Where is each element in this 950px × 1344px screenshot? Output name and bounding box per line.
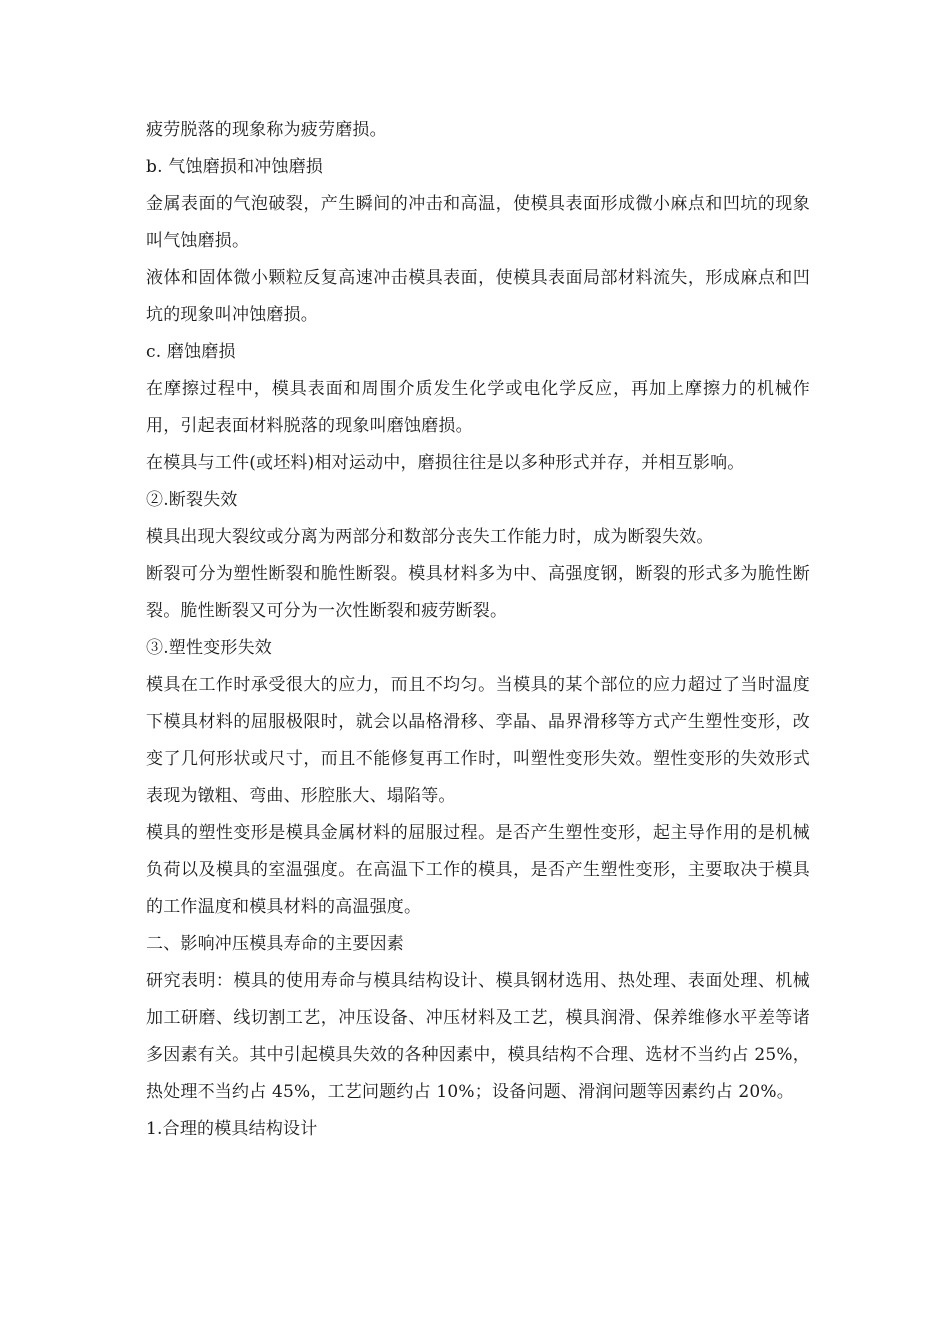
heading-plastic-deformation-failure: ③.塑性变形失效	[146, 638, 273, 658]
paragraph-plastic-deformation: 模具在工作时承受很大的应力，而且不均匀。当模具的某个部位的应力超过了当时温度下模具材料的屈服极限时，就会以晶格滑移、孪晶、晶界滑移等方式产生塑性变形，改变了几何形状或尺寸，而且不能修复再工作时，叫塑性变形失效。塑性变形的失效形式表现为镦粗、弯曲、形腔胀大、塌陷等。	[146, 675, 810, 806]
paragraph-fracture-types: 断裂可分为塑性断裂和脆性断裂。模具材料多为中、高强度钢，断裂的形式多为脆性断裂。脆性断裂又可分为一次性断裂和疲劳断裂。	[146, 564, 810, 621]
paragraph-fracture-definition: 模具出现大裂纹或分离为两部分和数部分丧失工作能力时，成为断裂失效。	[146, 527, 714, 547]
heading-corrosive-wear: c. 磨蚀磨损	[146, 342, 236, 362]
paragraph-corrosive-wear: 在摩擦过程中，模具表面和周围介质发生化学或电化学反应，再加上摩擦力的机械作用，引起表面材料脱落的现象叫磨蚀磨损。	[146, 379, 810, 436]
paragraph-research-findings: 研究表明：模具的使用寿命与模具结构设计、模具钢材选用、热处理、表面处理、机械加工研磨、线切割工艺，冲压设备、冲压材料及工艺，模具润滑、保养维修水平差等诸多因素有关。其中引起模具失效的各种因素中，模具结构不合理、选材不当约占 25%，热处理不当约占 45%，工艺问题约占 10%；设备问题、滑润问题等因素约占 20%。	[146, 971, 810, 1102]
paragraph-wear-forms: 在模具与工件(或坯料)相对运动中，磨损往往是以多种形式并存，并相互影响。	[146, 453, 745, 473]
document-body	[146, 112, 810, 1148]
paragraph-erosion-wear: 液体和固体微小颗粒反复高速冲击模具表面，使模具表面局部材料流失，形成麻点和凹坑的现象叫冲蚀磨损。	[146, 268, 810, 325]
heading-cavitation-erosion-wear: b. 气蚀磨损和冲蚀磨损	[146, 157, 324, 177]
subsection-heading-structure-design: 1.合理的模具结构设计	[146, 1119, 318, 1139]
paragraph-cavitation-wear: 金属表面的气泡破裂，产生瞬间的冲击和高温，使模具表面形成微小麻点和凹坑的现象叫气蚀磨损。	[146, 194, 810, 251]
paragraph-yield-process: 模具的塑性变形是模具金属材料的屈服过程。是否产生塑性变形，起主导作用的是机械负荷以及模具的室温强度。在高温下工作的模具，是否产生塑性变形，主要取决于模具的工作温度和模具材料的高温强度。	[146, 823, 810, 917]
paragraph-fatigue-wear-end: 疲劳脱落的现象称为疲劳磨损。	[146, 120, 387, 140]
section-heading-factors: 二、影响冲压模具寿命的主要因素	[146, 934, 404, 954]
heading-fracture-failure: ②.断裂失效	[146, 490, 238, 510]
